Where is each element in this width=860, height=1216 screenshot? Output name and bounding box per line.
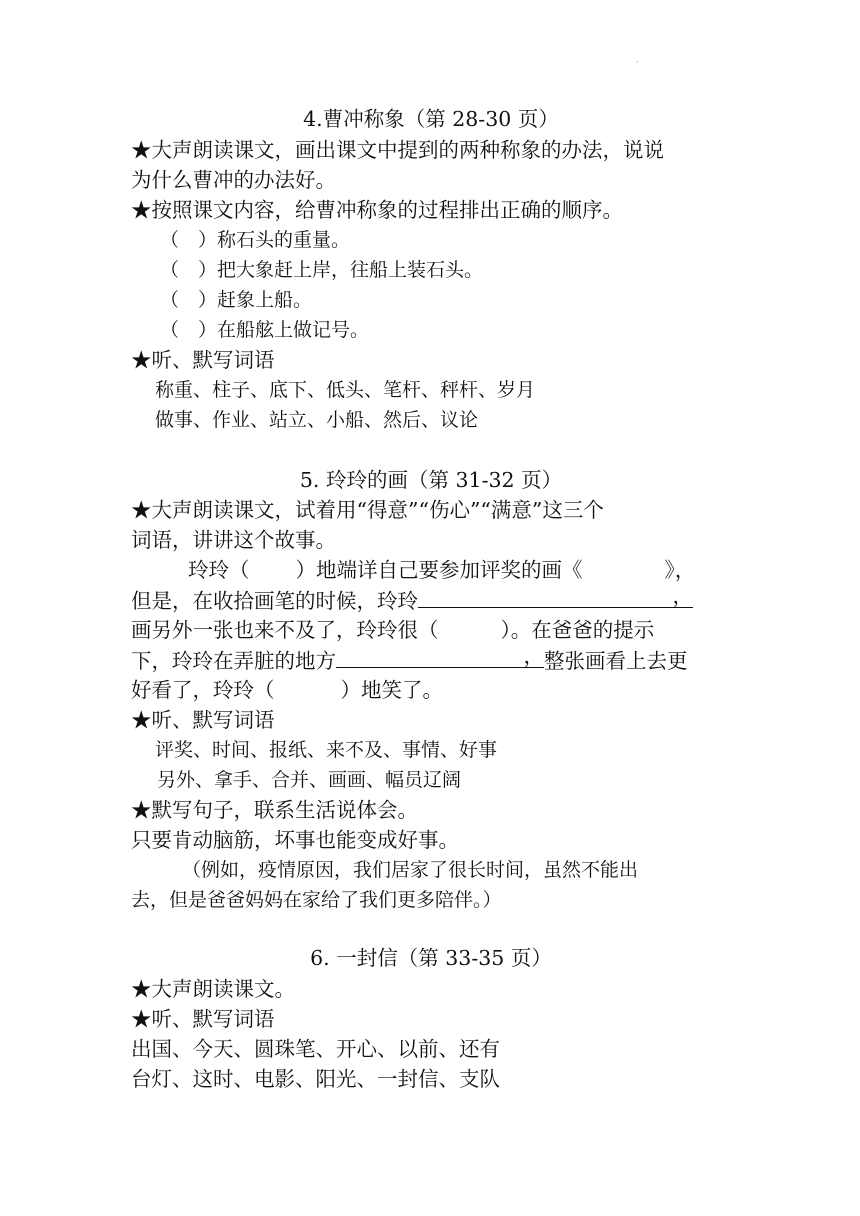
- fill2-text-a: 但是，在收拾画笔的时候，玲玲: [131, 589, 418, 613]
- sec5-fill-line4: [131, 645, 731, 676]
- sec4-task1-line1: ★大声朗读课文，画出课文中提到的两种称象的办法，说说: [131, 138, 664, 162]
- section-4-title: 4.曹冲称象（第 28-30 页）: [303, 107, 559, 131]
- sec4-task1-line2: 为什么曹冲的办法好。: [131, 168, 336, 192]
- sec4-order-item-2: （ ）把大象赶上岸，往船上装石头。: [160, 259, 484, 281]
- sec6-words-line2: 台灯、这时、电影、阳光、一封信、支队: [131, 1067, 500, 1091]
- fill4-text-c: 整张画看上去更: [544, 649, 688, 673]
- sec4-words-line2: 做事、作业、站立、小船、然后、议论: [155, 409, 479, 431]
- section-5-title: 5. 玲玲的画（第 31-32 页）: [299, 468, 563, 492]
- section-6-title: 6. 一封信（第 33-35 页）: [310, 946, 552, 970]
- sec5-example-line2: 去，但是爸爸妈妈在家给了我们更多陪伴。）: [131, 889, 502, 911]
- sec5-fill-line1: [188, 555, 731, 585]
- fill1-text-b: ）地端详自己要参加评奖的画《: [295, 558, 583, 582]
- sec4-order-item-4: （ ）在船舷上做记号。: [160, 319, 370, 341]
- sec4-order-item-3: （ ）赶象上船。: [160, 289, 313, 311]
- blank-3-underline[interactable]: [418, 585, 693, 608]
- sec5-dictation-heading: ★听、默写词语: [131, 708, 275, 732]
- sec5-task1-line2: 词语，讲讲这个故事。: [131, 528, 336, 552]
- sec6-words-line1: 出国、今天、圆珠笔、开心、以前、还有: [131, 1037, 500, 1061]
- fill3-text-b: ）。在爸爸的提示: [500, 618, 655, 642]
- sec4-task2: ★按照课文内容，给曹冲称象的过程排出正确的顺序。: [131, 198, 623, 222]
- sec5-words-line1: 评奖、时间、报纸、来不及、事情、好事: [155, 739, 498, 761]
- sec5-fill-line5: [131, 675, 731, 705]
- sec6-task1: ★大声朗读课文。: [131, 977, 295, 1001]
- fill5-text-a: 好看了，玲玲（: [131, 678, 275, 702]
- page-dot: ·: [636, 58, 639, 67]
- fill1-text-a: 玲玲（: [188, 558, 250, 582]
- sec5-fill-line3: [131, 615, 731, 645]
- sec5-words-line2: 另外、拿手、合并、画画、幅员辽阔: [157, 769, 462, 791]
- fill3-text-a: 画另外一张也来不及了，玲玲很（: [131, 618, 439, 642]
- sec4-words-line1: 称重、柱子、底下、低头、笔杆、秤杆、岁月: [155, 379, 536, 401]
- sec4-dictation-heading: ★听、默写词语: [131, 348, 275, 372]
- sec5-example-line1: （例如，疫情原因，我们居家了很长时间，虽然不能出: [182, 859, 639, 881]
- fill5-text-b: ）地笑了。: [340, 678, 443, 702]
- fill4-comma: ，: [523, 644, 544, 668]
- sec5-sentence: 只要肯动脑筋，坏事也能变成好事。: [131, 828, 459, 852]
- sec4-order-item-1: （ ）称石头的重量。: [160, 229, 351, 251]
- sec5-task1-line1: ★大声朗读课文，试着用“得意”“伤心”“满意”这三个: [131, 498, 604, 522]
- blank-5-underline[interactable]: [336, 645, 544, 668]
- fill2-comma: ，: [672, 584, 693, 608]
- sec5-sentence-heading: ★默写句子，联系生活说体会。: [131, 798, 418, 822]
- sec5-fill-line2: [131, 585, 731, 616]
- fill4-text-a: 下，玲玲在弄脏的地方: [131, 649, 336, 673]
- sec6-dictation-heading: ★听、默写词语: [131, 1007, 275, 1031]
- fill1-text-c: 》，: [664, 558, 696, 582]
